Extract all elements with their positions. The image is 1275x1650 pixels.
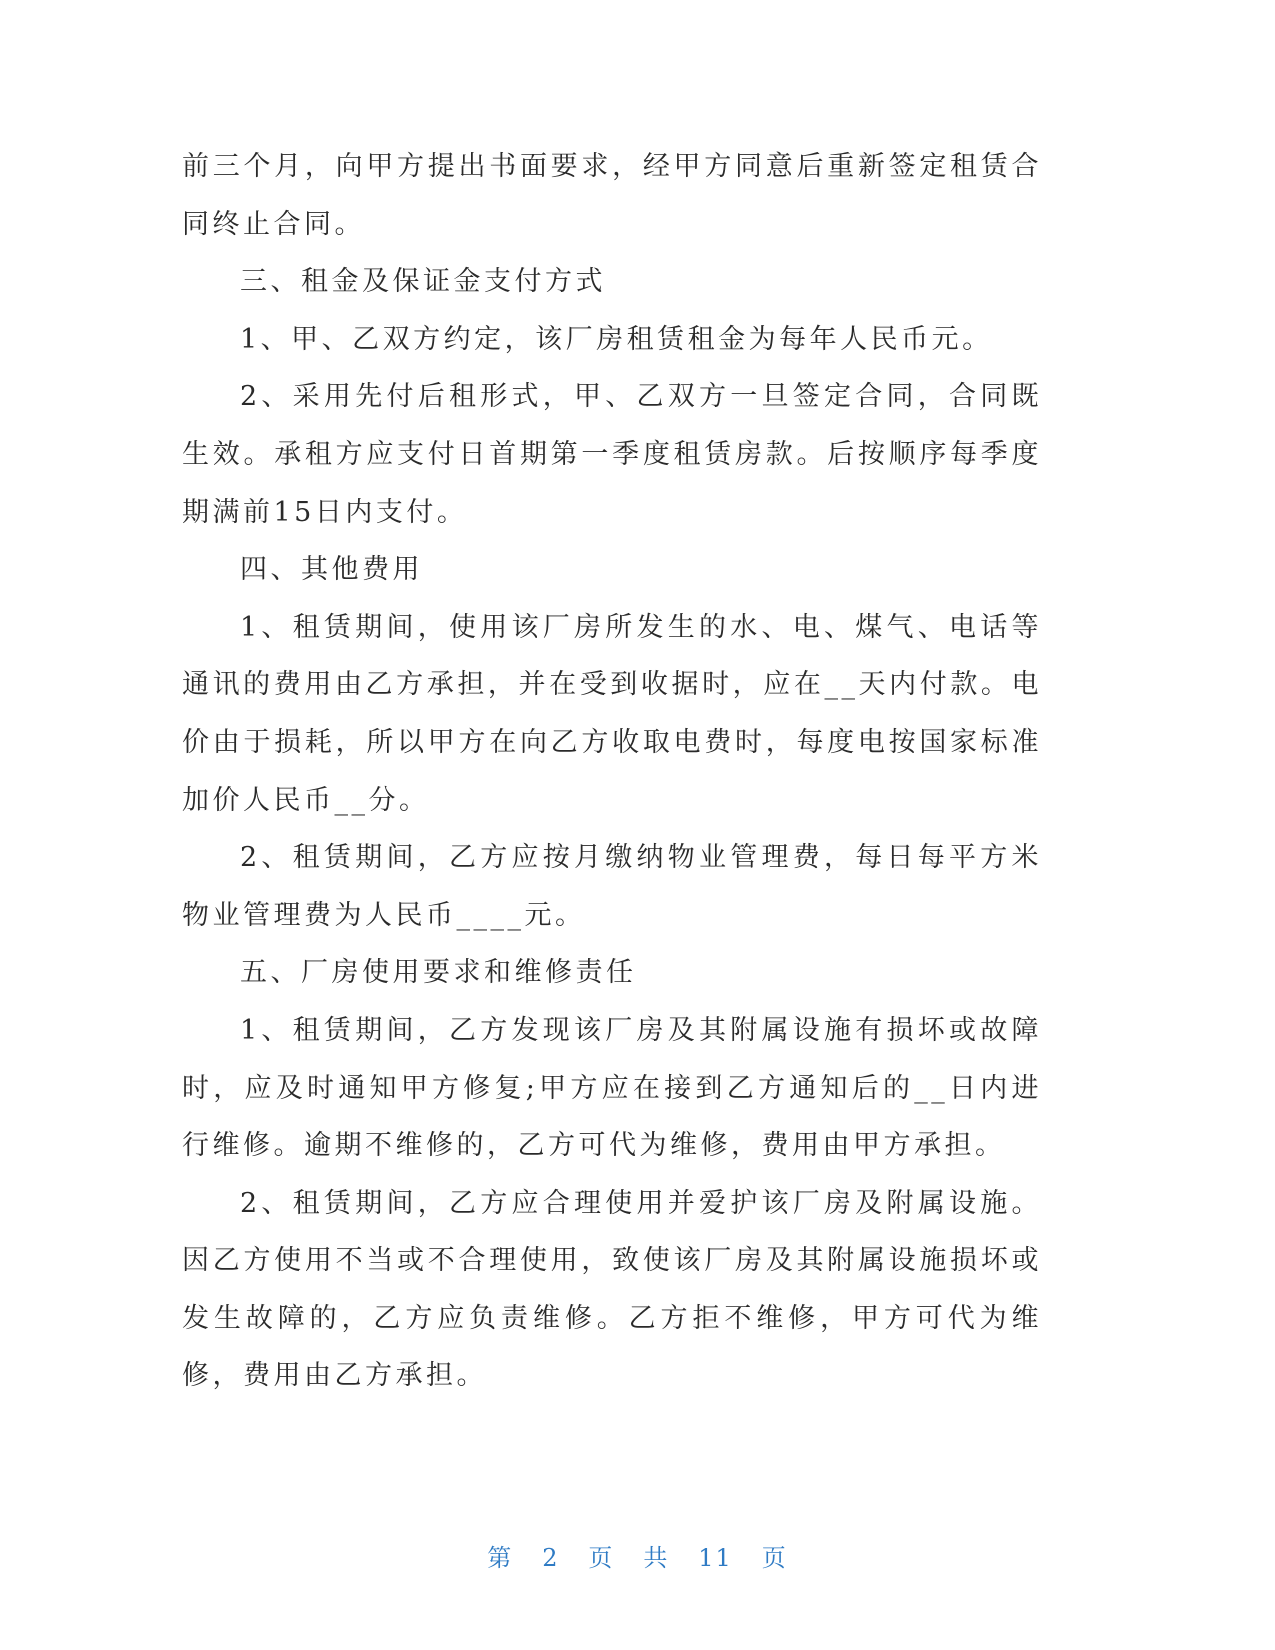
footer-page-word: 页 [588, 1544, 615, 1572]
footer-suffix: 页 [761, 1544, 788, 1572]
section-heading-rent: 三、租金及保证金支付方式 [240, 266, 606, 298]
clause-rent-amount: 1、甲、乙双方约定，该厂房租赁租金为每年人民币元。 [240, 323, 993, 355]
footer-prefix: 第 [487, 1544, 514, 1572]
clause-landlord-repair: 1、租赁期间，乙方发现该厂房及其附属设施有损坏或故障时，应及时通知甲方修复;甲方应在接到乙方通知后的__日内进行维修。逾期不维修的，乙方可代为维修，费用由甲方承担。 [182, 1014, 1042, 1162]
clause-utilities: 1、租赁期间，使用该厂房所发生的水、电、煤气、电话等通讯的费用由乙方承担，并在受到收据时，应在__天内付款。电价由于损耗，所以甲方在向乙方收取电费时，每度电按国家标准加价人民币__分。 [182, 611, 1042, 816]
footer-total-pages: 11 [698, 1544, 733, 1572]
page-footer [0, 1538, 1275, 1573]
clause-tenant-repair: 2、租赁期间，乙方应合理使用并爱护该厂房及附属设施。因乙方使用不当或不合理使用，致使该厂房及其附属设施损坏或发生故障的，乙方应负责维修。乙方拒不维修，甲方可代为维修，费用由乙方承担。 [182, 1187, 1042, 1392]
paragraph-continuation: 前三个月，向甲方提出书面要求，经甲方同意后重新签定租赁合同终止合同。 [182, 151, 1042, 240]
clause-management-fee: 2、租赁期间，乙方应按月缴纳物业管理费，每日每平方米物业管理费为人民币____元。 [182, 842, 1042, 931]
footer-current-page: 2 [542, 1544, 560, 1572]
footer-total-word: 共 [643, 1544, 670, 1572]
section-heading-other-fees: 四、其他费用 [240, 554, 423, 586]
document-body [182, 138, 1042, 1405]
clause-payment-method: 2、采用先付后租形式，甲、乙双方一旦签定合同，合同既生效。承租方应支付日首期第一季度租赁房款。后按顺序每季度期满前15日内支付。 [182, 381, 1042, 528]
section-heading-maintenance: 五、厂房使用要求和维修责任 [240, 957, 637, 989]
